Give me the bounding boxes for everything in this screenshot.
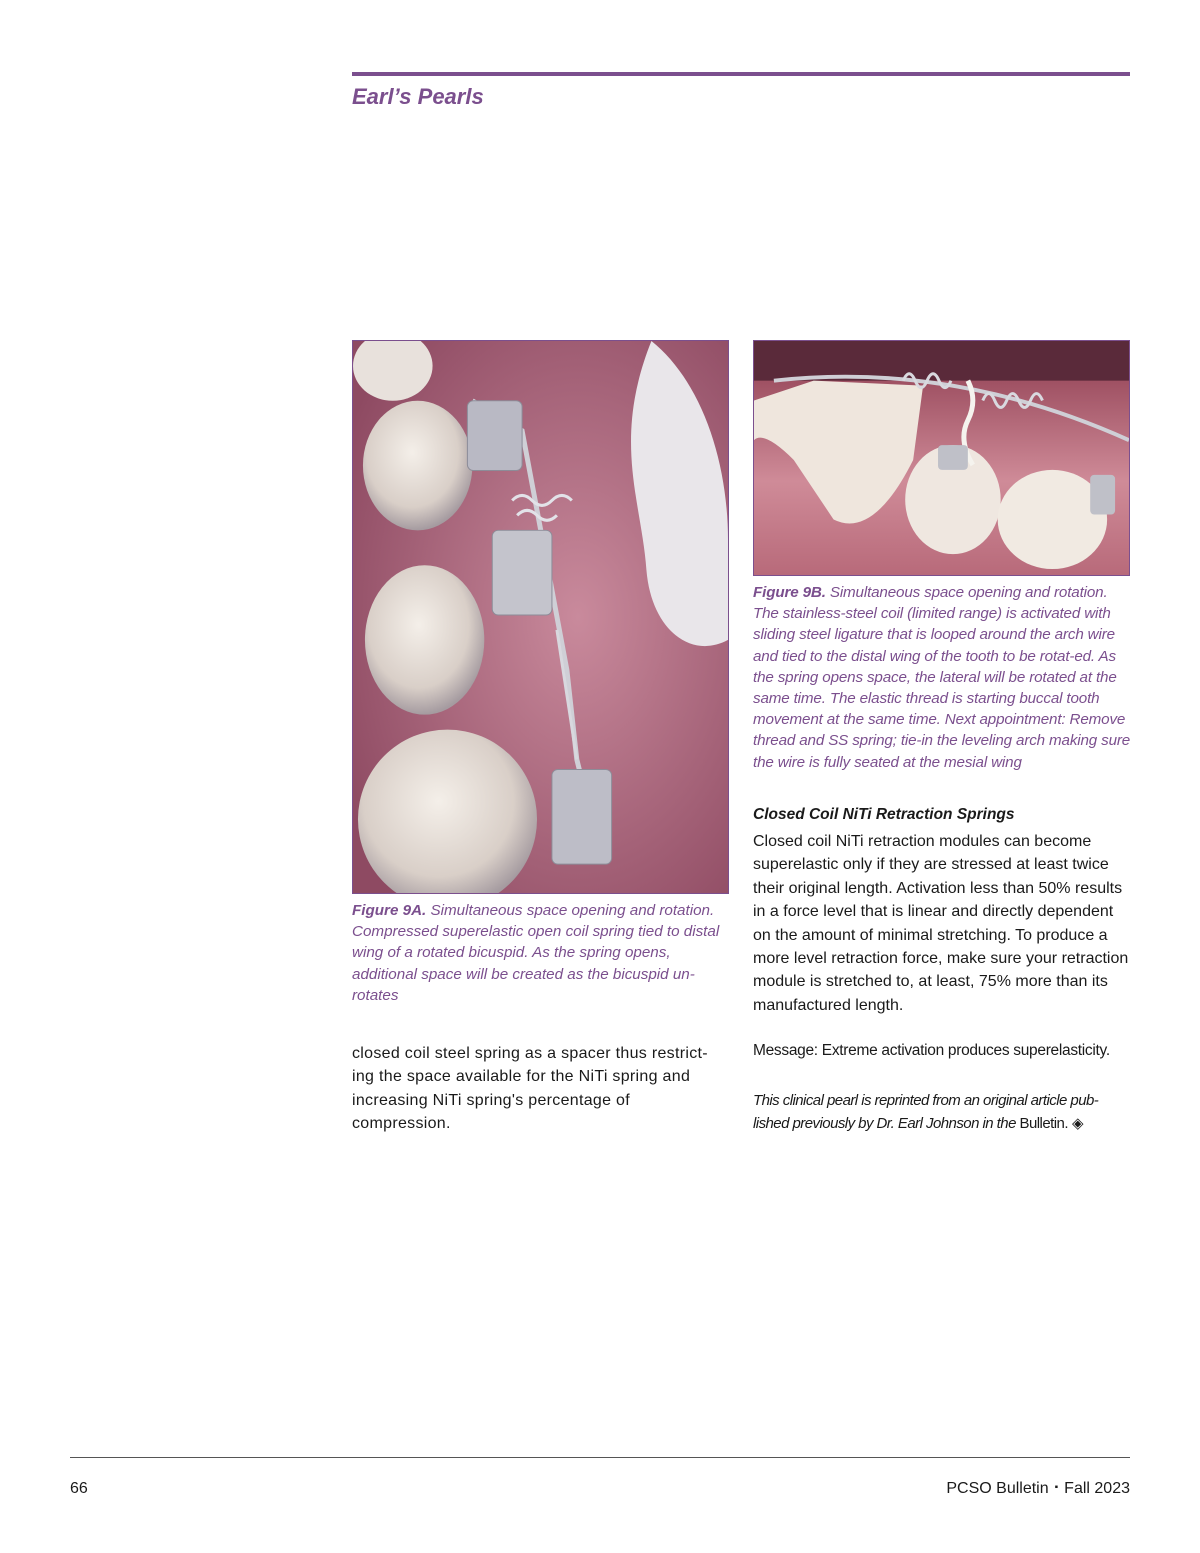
section-title: Earl’s Pearls: [352, 84, 484, 109]
footer-rule: [70, 1457, 1130, 1458]
reprint-note: [753, 1089, 1133, 1135]
page-number: 66: [70, 1480, 88, 1497]
figure-9b-photo: [753, 340, 1130, 576]
header-rule: [352, 72, 1130, 76]
message-line: Message: Extreme activation produces superelasticity.: [753, 1042, 1110, 1059]
left-column-text: closed coil steel spring as a spacer thus restrict-ing the space available for the NiTi spring and increasing NiTi spring's percentage of compression.: [352, 1045, 708, 1133]
reprint-publication: Bulletin.: [1019, 1115, 1068, 1132]
figure-9a-caption-text: Simultaneous space opening and rotation. Compressed superelastic open coil spring tied to distal wing of a rotated bicuspid. As the spring opens, additional space will be created as the bicuspid un-rotates: [352, 902, 720, 1004]
publication-name: PCSO Bulletin: [946, 1480, 1049, 1497]
right-column-paragraph: Closed coil NiTi retraction modules can become superelastic only if they are stressed at least twice their original length. Activation less than 50% results in a force level that is linear and directly dependent on the amount of minimal stretching. To produce a more level retraction force, make sure your retraction module is stretched to, at least, 75% more than its manufactured length.: [753, 833, 1129, 1014]
figure-9b-caption-text: Simultaneous space opening and rotation. The stainless-steel coil (limited range) is activated with sliding steel ligature that is looped around the arch wire and tied to the distal wing of the tooth to be rotat-ed. As the spring opens space, the lateral will be rotated at the same time. The elastic thread is starting buccal tooth movement at the same time. Next appointment: Remove thread and SS spring; tie-in the leveling arch making sure the wire is fully seated at the mesial wing: [753, 584, 1131, 771]
figure-9a-photo: [352, 340, 729, 894]
issue-name: Fall 2023: [1064, 1480, 1130, 1497]
figure-9a-label: Figure 9A.: [352, 902, 427, 919]
right-column-heading: Closed Coil NiTi Retraction Springs: [753, 806, 1015, 823]
footer-separator-icon: ▪: [1054, 1482, 1059, 1493]
reprint-note-text: This clinical pearl is reprinted from an original article pub-lished previously by Dr. Earl Johnson in the: [753, 1092, 1099, 1132]
figure-9b-caption: [753, 582, 1133, 773]
figure-9b-label: Figure 9B.: [753, 584, 826, 601]
figure-9a-caption: [352, 900, 734, 1006]
end-mark-icon: ◈: [1071, 1115, 1083, 1132]
footer-publication: [946, 1480, 1130, 1498]
